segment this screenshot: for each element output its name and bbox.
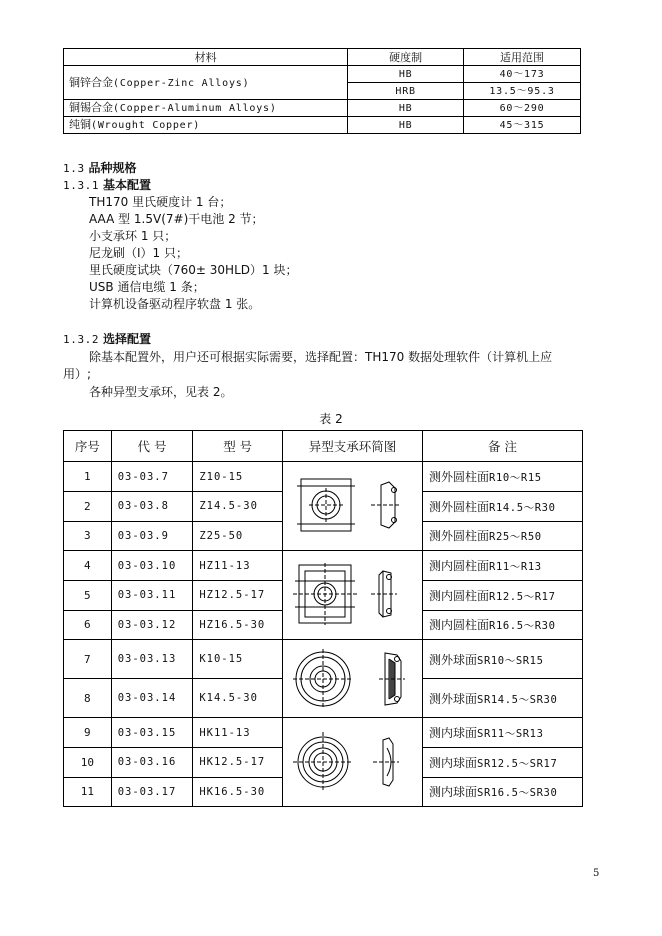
row-remark [423, 748, 583, 777]
row-code: 03-03.12 [111, 610, 193, 639]
row-remark [423, 777, 583, 806]
scale-cell: HB [348, 66, 464, 83]
table1-header-material: 材料 [64, 49, 348, 66]
row-remark [423, 462, 583, 492]
row-code: 03-03.9 [111, 521, 193, 550]
remark-range: SR14.5～SR30 [477, 693, 558, 706]
section-1-3-1-heading [63, 177, 151, 194]
remark-text: 测外圆柱面 [429, 529, 490, 544]
section-title: 品种规格 [88, 161, 137, 175]
row-model: Z10-15 [193, 462, 283, 492]
config-item: AAA 型 1.5V(7#)干电池 2 节； [89, 212, 264, 226]
row-code: 03-03.17 [111, 777, 193, 806]
row-model: K14.5-30 [193, 679, 283, 718]
remark-range: R25～R50 [489, 531, 542, 544]
table2-header-model: 型 号 [193, 431, 283, 462]
table-row [64, 462, 583, 492]
row-model: Z25-50 [193, 521, 283, 550]
optional-config-paragraph-cont: 用）; [63, 367, 92, 381]
remark-range: SR11～SR13 [477, 728, 544, 741]
table2-caption: 表 2 [319, 412, 343, 426]
row-model: HZ11-13 [193, 551, 283, 581]
row-code: 03-03.10 [111, 551, 193, 581]
section-1-3-2-heading [63, 331, 151, 348]
row-code: 03-03.14 [111, 679, 193, 718]
row-number: 9 [64, 718, 112, 748]
config-item: 里氏硬度试块（760± 30HLD）1 块； [89, 263, 298, 277]
row-model: HK12.5-17 [193, 748, 283, 777]
remark-text: 测外圆柱面 [429, 499, 490, 514]
table-row [64, 551, 583, 581]
table2-header-code: 代 号 [111, 431, 193, 462]
row-number: 6 [64, 610, 112, 639]
row-model: HK16.5-30 [193, 777, 283, 806]
row-code: 03-03.11 [111, 581, 193, 610]
row-number: 3 [64, 521, 112, 550]
spherical-outer-ring-icon [283, 641, 422, 717]
section-number: 1.3.1 [63, 179, 100, 192]
scale-cell: HB [348, 100, 464, 117]
table1-header-range: 适用范围 [464, 49, 581, 66]
support-ring-table [63, 430, 583, 807]
remark-range: R11～R13 [489, 561, 542, 574]
materials-table [63, 48, 581, 134]
remark-range: R10～R15 [489, 472, 542, 485]
scale-cell: HB [348, 117, 464, 134]
range-cell: 13.5～95.3 [464, 83, 581, 100]
remark-range: SR10～SR15 [477, 654, 544, 667]
row-number: 5 [64, 581, 112, 610]
section-1-3-heading [63, 160, 137, 177]
section-title: 选择配置 [102, 332, 151, 346]
row-code: 03-03.16 [111, 748, 193, 777]
remark-range: R12.5～R17 [489, 590, 556, 603]
spherical-inner-ring-icon [283, 718, 422, 806]
row-code: 03-03.13 [111, 640, 193, 679]
row-code: 03-03.7 [111, 462, 193, 492]
row-number: 4 [64, 551, 112, 581]
row-remark [423, 492, 583, 521]
row-model: HZ12.5-17 [193, 581, 283, 610]
row-remark [423, 581, 583, 610]
table1-header-scale: 硬度制 [348, 49, 464, 66]
row-number: 1 [64, 462, 112, 492]
cylindrical-outer-ring-icon [283, 462, 422, 550]
row-model: HK11-13 [193, 718, 283, 748]
row-remark [423, 521, 583, 550]
scale-cell: HRB [348, 83, 464, 100]
material-name-cn: 铜锌合金 [69, 75, 113, 89]
optional-config-note: 各种异型支承环，见表 2。 [89, 385, 233, 399]
remark-text: 测内圆柱面 [429, 559, 490, 574]
row-code: 03-03.8 [111, 492, 193, 521]
config-item: 尼龙刷（Ⅰ）1 只； [89, 246, 188, 260]
support-ring-diagram-k [283, 640, 423, 718]
remark-text: 测内圆柱面 [429, 618, 490, 633]
row-code: 03-03.15 [111, 718, 193, 748]
support-ring-diagram-z [283, 462, 423, 551]
remark-text: 测外球面 [429, 652, 478, 667]
material-name-en: (Wrought Copper) [91, 120, 201, 131]
remark-text: 测内球面 [429, 785, 478, 800]
remark-range: SR12.5～SR17 [477, 757, 558, 770]
row-number: 8 [64, 679, 112, 718]
support-ring-diagram-hk [283, 718, 423, 807]
row-remark [423, 640, 583, 679]
material-cell [64, 100, 348, 117]
config-item: TH170 里氏硬度计 1 台； [89, 195, 232, 209]
remark-text: 测内圆柱面 [429, 588, 490, 603]
material-cell [64, 117, 348, 134]
remark-range: SR16.5～SR30 [477, 787, 558, 800]
table2-header-diagram: 异型支承环简图 [283, 431, 423, 462]
config-item: 小支承环 1 只； [89, 229, 177, 243]
remark-text: 测内球面 [429, 726, 478, 741]
row-model: HZ16.5-30 [193, 610, 283, 639]
row-model: K10-15 [193, 640, 283, 679]
section-title: 基本配置 [102, 178, 151, 192]
material-name-cn: 铜锡合金 [69, 101, 113, 114]
config-item: 计算机设备驱动程序软盘 1 张。 [89, 297, 261, 311]
remark-text: 测外球面 [429, 691, 478, 706]
row-number: 11 [64, 777, 112, 806]
remark-text: 测内球面 [429, 755, 478, 770]
row-remark [423, 718, 583, 748]
remark-range: R16.5～R30 [489, 620, 556, 633]
cylindrical-inner-ring-icon [283, 551, 422, 639]
remark-range: R14.5～R30 [489, 501, 556, 514]
row-number: 2 [64, 492, 112, 521]
range-cell: 45～315 [464, 117, 581, 134]
row-model: Z14.5-30 [193, 492, 283, 521]
material-name-en: (Copper-Aluminum Alloys) [113, 103, 277, 114]
material-name-cn: 纯铜 [69, 118, 91, 131]
row-remark [423, 610, 583, 639]
table-row [64, 640, 583, 679]
row-number: 10 [64, 748, 112, 777]
row-remark [423, 551, 583, 581]
page-number: 5 [593, 868, 600, 879]
range-cell: 60～290 [464, 100, 581, 117]
section-number: 1.3 [63, 162, 85, 175]
optional-config-paragraph: 除基本配置外，用户还可根据实际需要，选择配置：TH170 数据处理软件（计算机上应 [89, 350, 553, 364]
row-remark [423, 679, 583, 718]
row-number: 7 [64, 640, 112, 679]
material-cell [64, 66, 348, 100]
table-row [64, 718, 583, 748]
material-name-en: (Copper-Zinc Alloys) [113, 77, 250, 89]
section-number: 1.3.2 [63, 333, 100, 346]
support-ring-diagram-hz [283, 551, 423, 640]
remark-text: 测外圆柱面 [429, 470, 490, 485]
table2-header-remark: 备 注 [423, 431, 583, 462]
table2-header-no: 序号 [64, 431, 112, 462]
config-item: USB 通信电缆 1 条； [89, 280, 205, 294]
range-cell: 40～173 [464, 66, 581, 83]
